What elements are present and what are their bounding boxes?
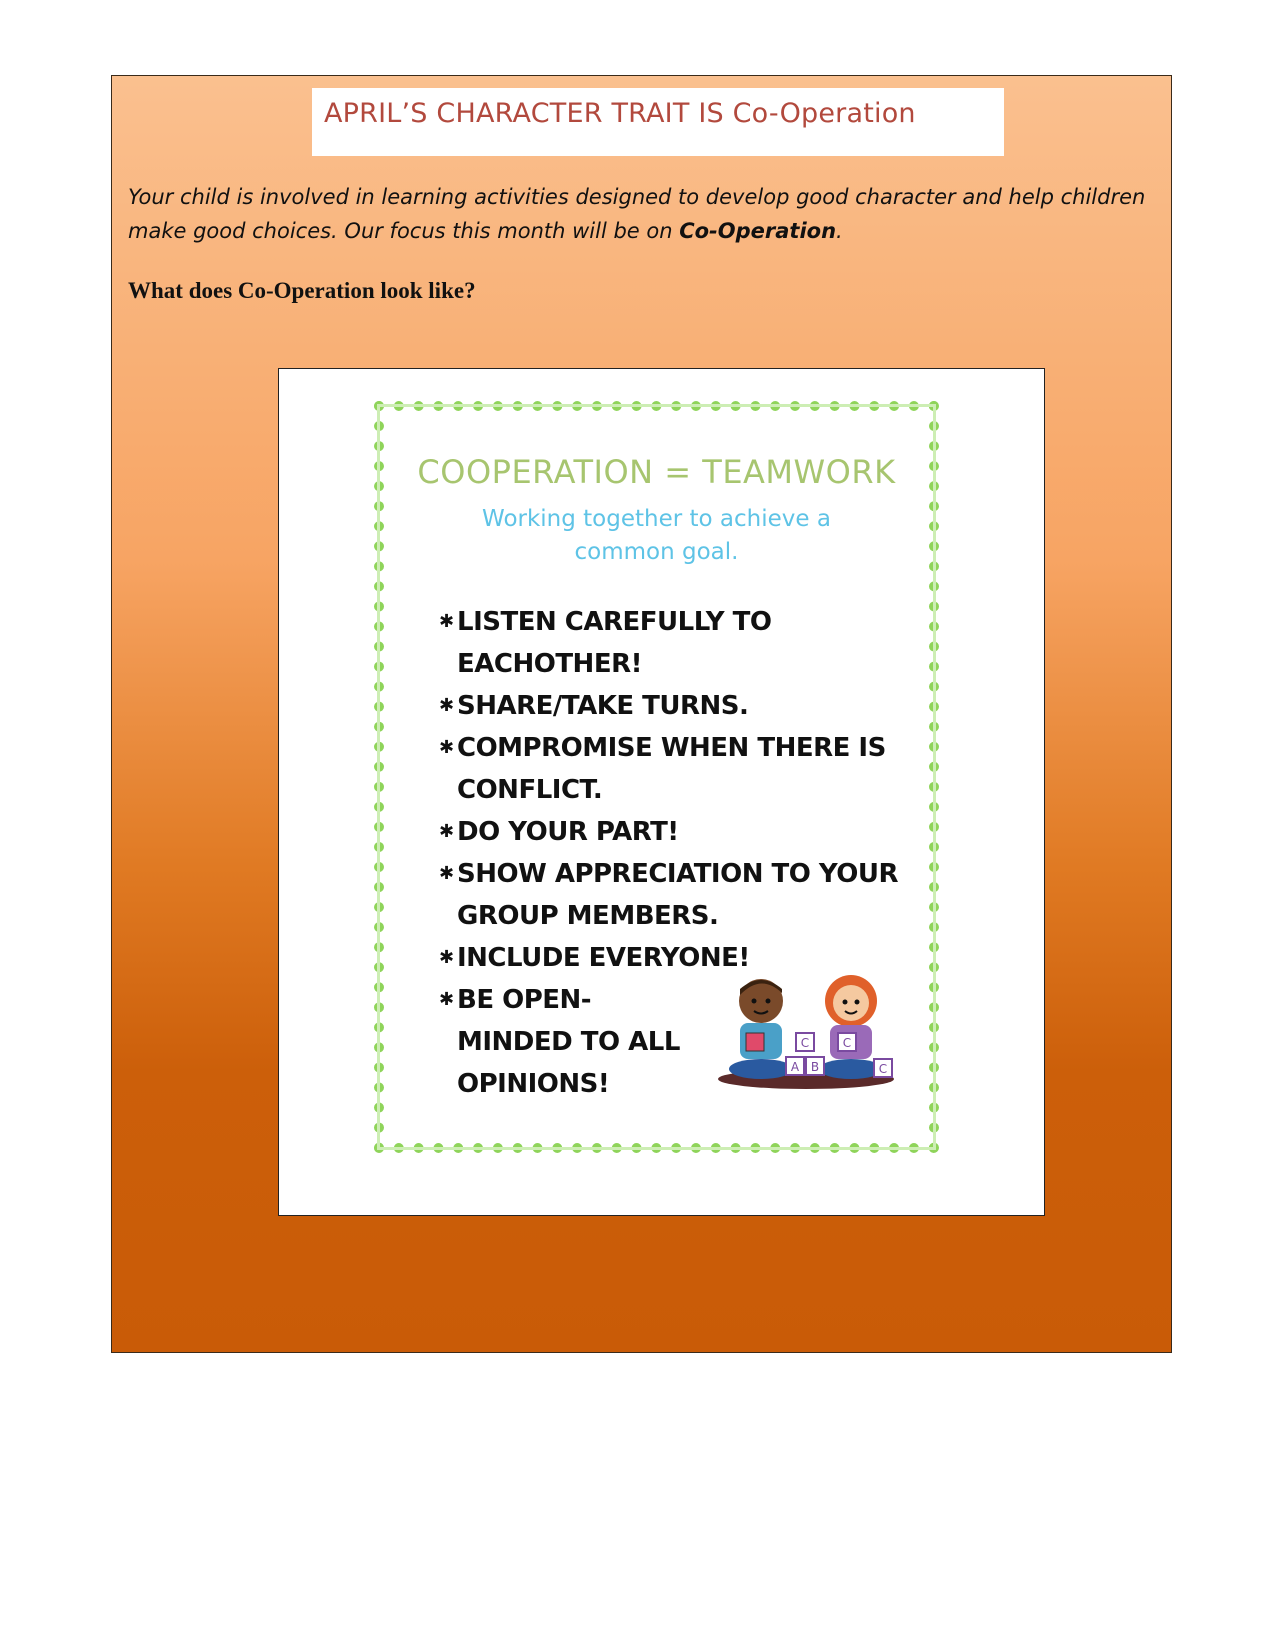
- poster-image: [278, 368, 1045, 1216]
- poster-list-item: ✱ BE OPEN-MINDED TO ALL OPINIONS!: [439, 979, 697, 1105]
- poster-border: [374, 401, 939, 1153]
- block-letter: C: [842, 1036, 852, 1050]
- star-icon: ✱: [439, 611, 454, 632]
- children-with-blocks-icon: [716, 971, 896, 1091]
- block-letter: C: [878, 1062, 888, 1076]
- star-icon: ✱: [439, 863, 454, 884]
- poster-list-item: ✱ LISTEN CAREFULLY TO EACHOTHER!: [439, 601, 919, 685]
- star-icon: ✱: [439, 821, 454, 842]
- intro-emphasis: Co-Operation: [679, 219, 837, 243]
- poster-list-item: ✱ DO YOUR PART!: [439, 811, 919, 853]
- newsletter-panel: [111, 75, 1172, 1353]
- star-icon: ✱: [439, 989, 454, 1010]
- block-letter: C: [800, 1036, 810, 1050]
- intro-text-end: .: [836, 219, 843, 243]
- intro-paragraph: [128, 180, 1158, 248]
- block-letter: B: [810, 1060, 820, 1074]
- section-question: What does Co-Operation look like?: [128, 278, 476, 303]
- poster-list-item: ✱ SHARE/TAKE TURNS.: [439, 685, 919, 727]
- page-title: APRIL’S CHARACTER TRAIT IS Co-Operation: [324, 98, 916, 129]
- star-icon: ✱: [439, 695, 454, 716]
- intro-text: Your child is involved in learning activities designed to develop good character and help children make good choices. Our focus this month will be on: [128, 185, 1146, 243]
- star-icon: ✱: [439, 947, 454, 968]
- star-icon: ✱: [439, 737, 454, 758]
- poster-list-item: ✱ INCLUDE EVERYONE!: [439, 937, 919, 979]
- block-letter: A: [790, 1060, 800, 1074]
- poster-list-item: ✱ COMPROMISE WHEN THERE IS CONFLICT.: [439, 727, 919, 811]
- poster-subtitle: Working together to achieve a common goal.: [482, 506, 831, 565]
- poster-list-item: ✱ SHOW APPRECIATION TO YOUR GROUP MEMBERS.: [439, 853, 919, 937]
- poster-title: COOPERATION = TEAMWORK: [417, 453, 896, 491]
- title-box: [312, 88, 1004, 156]
